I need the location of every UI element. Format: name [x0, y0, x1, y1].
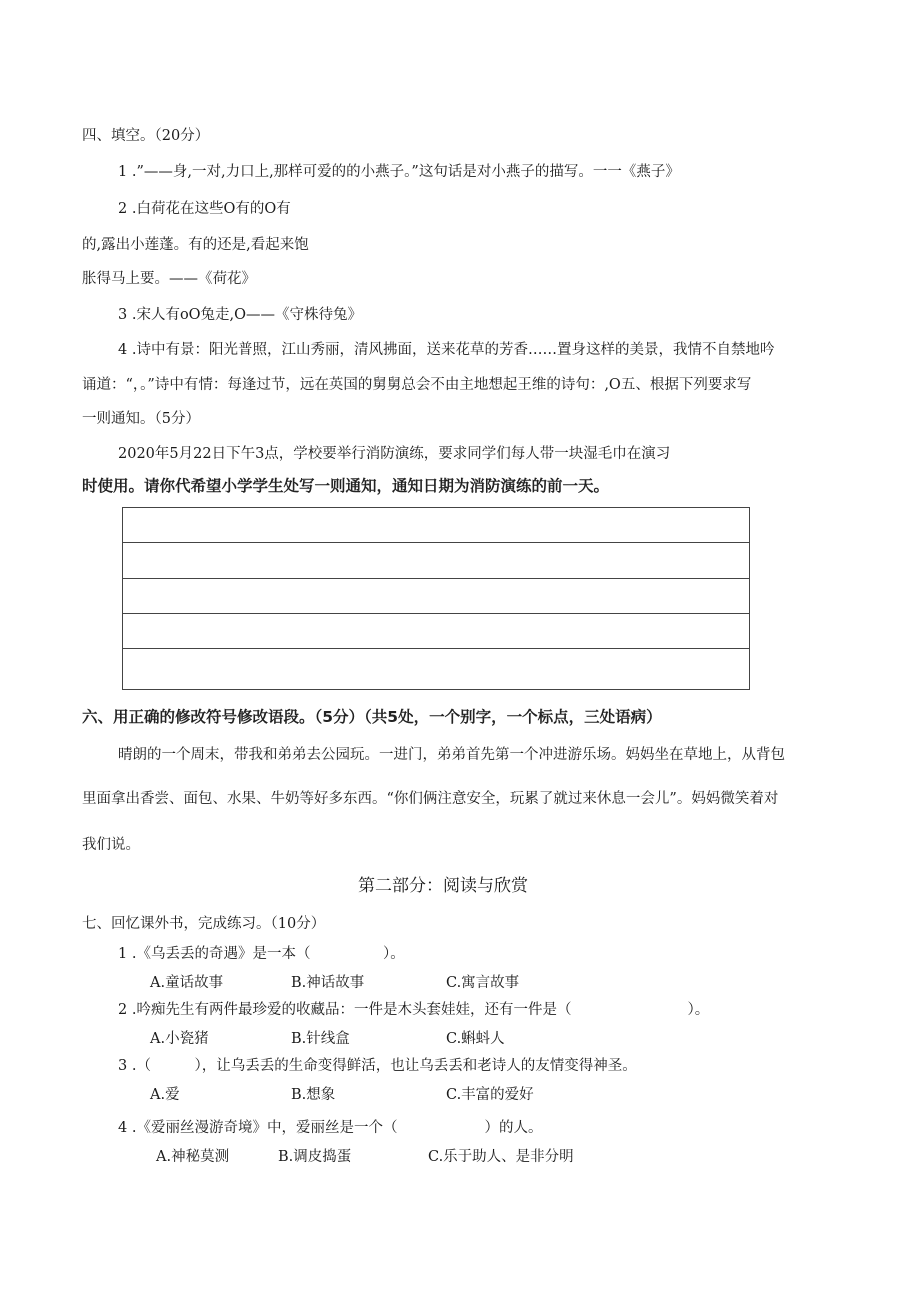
- section4-q2-line3: 胀得马上要。——《荷花》: [82, 271, 256, 287]
- section7-q2-stem: 2 .吟痴先生有两件最珍爱的收藏品：一件是木头套娃娃，还有一件是（ ）。: [118, 1002, 710, 1018]
- section6-heading: 六、用正确的修改符号修改语段。（5分）（共5处，一个别字，一个标点，三处语病）: [82, 708, 662, 726]
- section7-q2-option-a: A.小瓷猪: [150, 1031, 209, 1047]
- section4-q4-line3: 一则通知。（5分）: [82, 411, 200, 427]
- section4-heading: 四、填空。（20分）: [82, 128, 210, 144]
- section7-heading: 七、回忆课外书，完成练习。（10分）: [82, 916, 326, 932]
- section4-q3: 3 .宋人有oO兔走,O——《守株待兔》: [118, 307, 363, 323]
- section6-para-line1: 晴朗的一个周末，带我和弟弟去公园玩。一进门，弟弟首先第一个冲进游乐场。妈妈坐在草地上，从背包: [118, 747, 785, 763]
- section4-q1: 1 .”——身,一对,力口上,那样可爱的的小燕子。”这句话是对小燕子的描写。一一《燕子》: [118, 164, 680, 180]
- section7-q3-option-b: B.想象: [291, 1087, 336, 1103]
- section6-para-line2: 里面拿出香尝、面包、水果、牛奶等好多东西。“你们俩注意安全，玩累了就过来休息一会儿”。妈妈微笑着对: [82, 791, 779, 807]
- writing-line: [123, 542, 749, 543]
- section6-para-line3: 我们说。: [82, 837, 140, 853]
- section7-q3-stem: 3 .（ ），让乌丢丢的生命变得鲜活，也让乌丢丢和老诗人的友情变得神圣。: [118, 1058, 637, 1074]
- section4-q4-line1: 4 .诗中有景：阳光普照，江山秀丽，清风拂面，送来花草的芳香……置身这样的美景，我情不自禁地吟: [118, 342, 775, 358]
- section5-line1: 2020年5月22日下午3点，学校要举行消防演练，要求同学们每人带一块湿毛巾在演习: [118, 446, 671, 462]
- part2-title: 第二部分：阅读与欣赏: [358, 876, 528, 896]
- section4-q2-line1: 2 .白荷花在这些O有的O有: [118, 201, 291, 217]
- section7-q4-option-b: B.调皮捣蛋: [278, 1149, 352, 1165]
- notice-writing-box[interactable]: [122, 507, 750, 690]
- section7-q3-option-a: A.爱: [150, 1087, 180, 1103]
- section7-q1-option-a: A.童话故事: [150, 975, 224, 991]
- section5-line2: 时使用。请你代希望小学学生处写一则通知，通知日期为消防演练的前一天。: [82, 477, 610, 495]
- section4-q2-line2: 的,露出小莲蓬。有的还是,看起来饱: [82, 237, 309, 253]
- section7-q1-option-b: B.神话故事: [291, 975, 365, 991]
- section7-q1-option-c: C.寓言故事: [446, 975, 520, 991]
- section7-q1-stem: 1 .《乌丢丢的奇遇》是一本（ ）。: [118, 946, 405, 962]
- section7-q3-option-c: C.丰富的爱好: [446, 1087, 534, 1103]
- writing-line: [123, 578, 749, 579]
- section7-q2-option-c: C.蝌蚪人: [446, 1031, 505, 1047]
- writing-line: [123, 648, 749, 649]
- section7-q4-stem: 4 .《爱丽丝漫游奇境》中，爱丽丝是一个（ ）的人。: [118, 1120, 543, 1136]
- section7-q4-option-c: C.乐于助人、是非分明: [428, 1149, 574, 1165]
- section4-q4-line2: 诵道：“，。”诗中有情：每逢过节，远在英国的舅舅总会不由主地想起王维的诗句：,O五、根据下列要求写: [82, 377, 752, 393]
- writing-line: [123, 613, 749, 614]
- section7-q4-option-a: A.神秘莫测: [156, 1149, 230, 1165]
- section7-q2-option-b: B.针线盒: [291, 1031, 350, 1047]
